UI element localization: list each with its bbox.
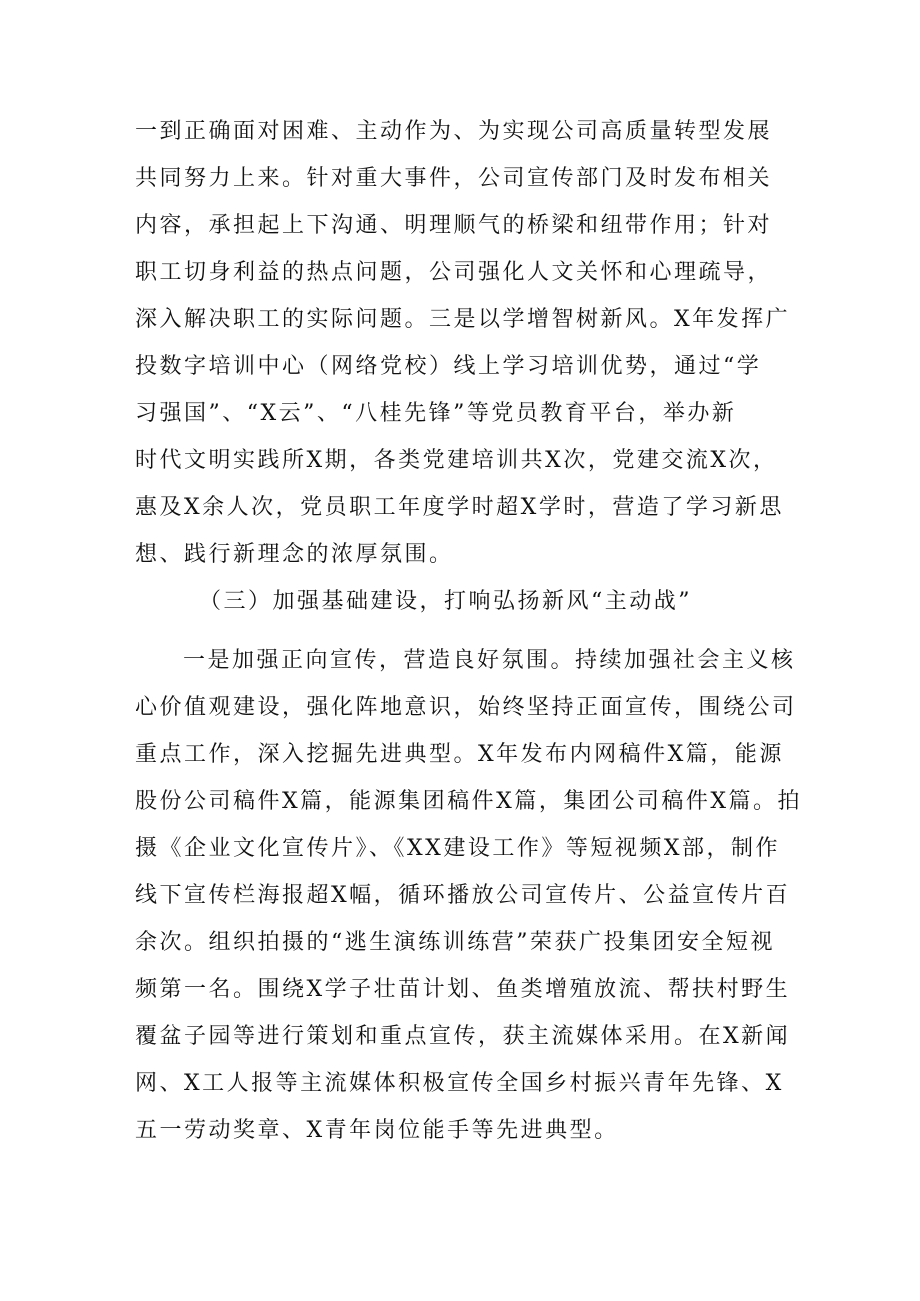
paragraph-section-body [135,637,802,1154]
text-line: 五一劳动奖章、X青年岗位能手等先进典型。 [135,1118,619,1143]
section-heading [135,578,797,625]
section-heading-text: （三）加强基础建设，打响弘扬新风“主动战” [199,589,692,614]
text-line: 线下宣传栏海报超X幅，循环播放公司宣传片、公益宣传片百 [135,883,791,908]
paragraph-continued [135,108,797,578]
text-line: 惠及X余人次，党员职工年度学时超X学时，营造了学习新思 [135,495,784,520]
text-line: 重点工作，深入挖掘先进典型。X年发布内网稿件X篇，能源 [135,742,784,767]
text-line: 频第一名。围绕X学子壮苗计划、鱼类增殖放流、帮扶村野生 [135,977,791,1002]
text-line: 内容，承担起上下沟通、明理顺气的桥梁和纽带作用；针对 [135,213,773,238]
text-line: 余次。组织拍摄的“逃生演练训练营”荣获广投集团安全短视 [135,930,775,955]
text-line: 深入解决职工的实际问题。三是以学增智树新风。X年发挥广 [135,307,791,332]
text-line: 时代文明实践所X期，各类党建培训共X次，党建交流X次， [135,448,778,473]
text-line: 一是加强正向宣传，营造良好氛围。持续加强社会主义核 [183,648,796,673]
text-line: 共同努力上来。针对重大事件，公司宣传部门及时发布相关 [135,166,773,191]
text-line: 股份公司稿件X篇，能源集团稿件X篇，集团公司稿件X篇。拍 [135,789,802,814]
text-line: 心价值观建设，强化阵地意识，始终坚持正面宣传，围绕公司 [135,695,797,720]
text-line: 一到正确面对困难、主动作为、为实现公司高质量转型发展 [135,119,773,144]
text-line: 投数字培训中心（网络党校）线上学习培训优势，通过“学 [135,354,762,379]
text-line: 网、X工人报等主流媒体积极宣传全国乡村振兴青年先锋、X [135,1071,784,1096]
text-line: 想、践行新理念的浓厚氛围。 [135,542,454,567]
text-line: 习强国”、“X云”、“八桂先锋”等党员教育平台，举办新 [135,401,737,426]
text-line: 职工切身利益的热点问题，公司强化人文关怀和心理疏导， [135,260,773,285]
text-line: 覆盆子园等进行策划和重点宣传，获主流媒体采用。在X新闻 [135,1024,791,1049]
text-line: 摄《企业文化宣传片》、《XX建设工作》等短视频X部，制作 [135,836,780,861]
